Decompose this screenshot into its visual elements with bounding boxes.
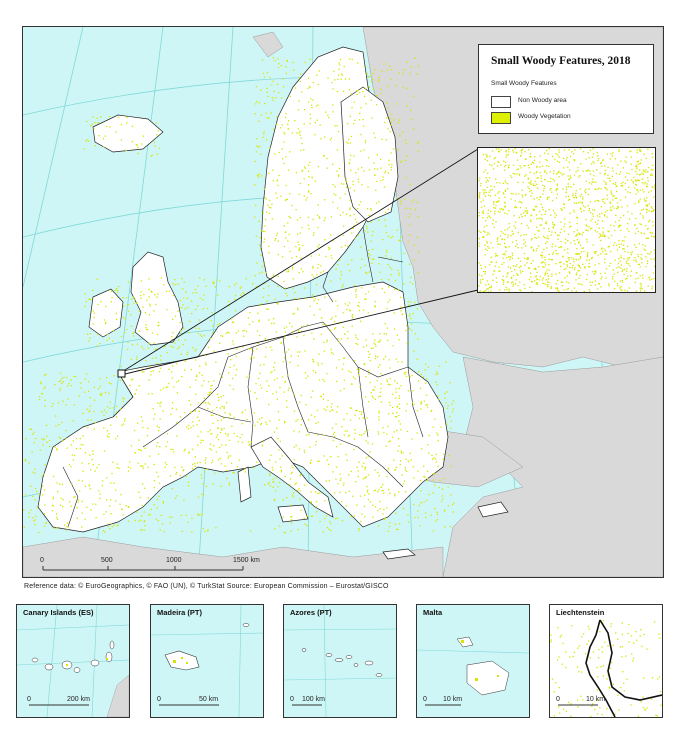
inset-title: Canary Islands (ES) <box>23 608 94 617</box>
inset-scale-label: 50 km <box>199 696 219 703</box>
legend-label: Non Woody area <box>518 97 567 104</box>
zoom-detail-inset[interactable] <box>477 147 656 293</box>
inset-scale-label: 0 <box>157 696 161 703</box>
inset-canvas <box>550 605 662 717</box>
reference-note: Reference data: © EuroGeographics, © FAO (UN), © TurkStat Source: European Commission – Eurostat/GISCO <box>24 583 389 590</box>
inset-title: Azores (PT) <box>290 608 332 617</box>
inset-scale-label: 100 km <box>302 696 325 703</box>
inset-title: Madeira (PT) <box>157 608 203 617</box>
legend-subtitle: Small Woody Features <box>491 80 557 87</box>
inset-scale-label: 10 km <box>443 696 463 703</box>
inset-scale-label: 0 <box>27 696 31 703</box>
zoom-detail-canvas <box>478 148 655 292</box>
inset-title: Liechtenstein <box>556 608 605 617</box>
scalebar-label: 1000 <box>166 557 182 564</box>
legend-label: Woody Vegetation <box>518 113 571 120</box>
inset-malta[interactable] <box>416 604 530 718</box>
inset-scale-label: 0 <box>423 696 427 703</box>
scalebar-label: 1500 km <box>233 557 260 564</box>
map-title: Small Woody Features, 2018 <box>491 55 631 67</box>
inset-scale-label: 0 <box>290 696 294 703</box>
scalebar-label: 0 <box>40 557 44 564</box>
inset-canvas <box>17 605 129 717</box>
inset-azores[interactable] <box>283 604 397 718</box>
inset-scale-label: 200 km <box>67 696 90 703</box>
inset-canvas <box>151 605 263 717</box>
legend <box>478 44 654 134</box>
inset-canvas <box>284 605 396 717</box>
inset-canary-islands[interactable] <box>16 604 130 718</box>
scalebar-label: 500 <box>101 557 113 564</box>
legend-swatch-woody <box>491 112 511 124</box>
inset-title: Malta <box>423 608 443 617</box>
inset-madeira[interactable] <box>150 604 264 718</box>
inset-scale-label: 0 <box>556 696 560 703</box>
inset-scale-label: 10 km <box>586 696 606 703</box>
inset-liechtenstein[interactable] <box>549 604 663 718</box>
inset-canvas <box>417 605 529 717</box>
legend-swatch-non-woody <box>491 96 511 108</box>
